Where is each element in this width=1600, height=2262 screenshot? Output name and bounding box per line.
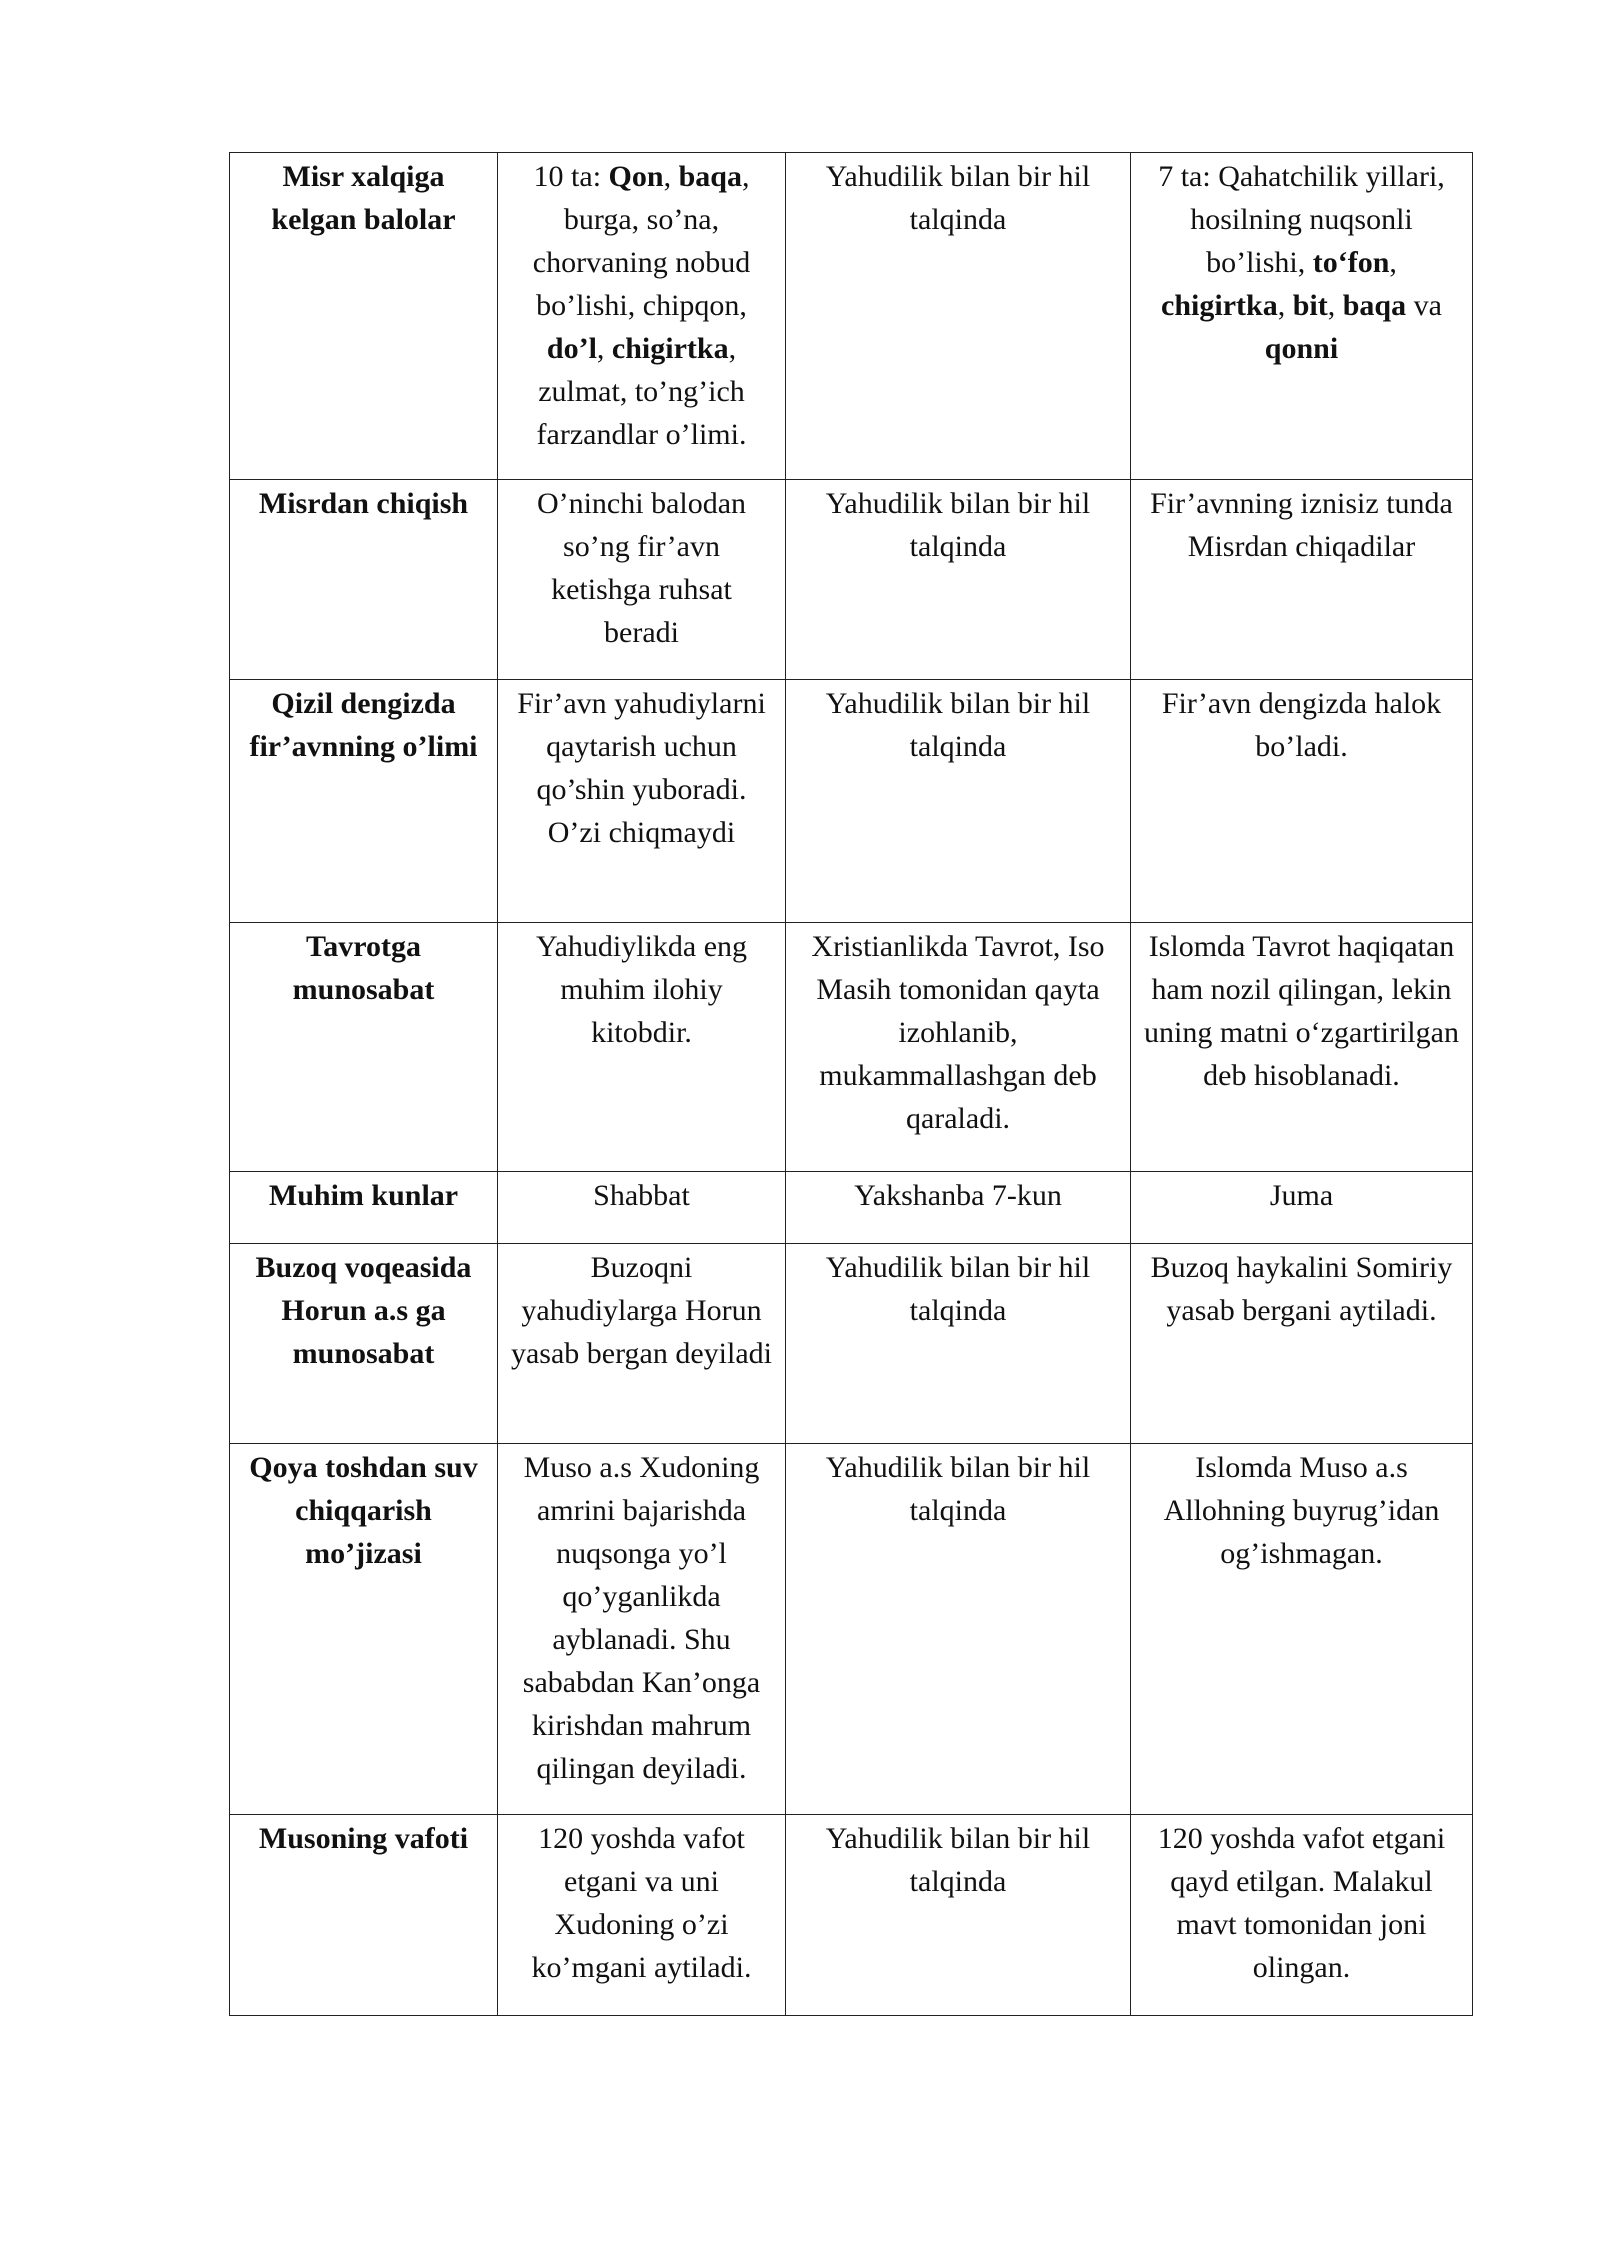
cell-text: Shabbat [593, 1179, 690, 1212]
table-row [230, 923, 1473, 1172]
cell-text: Xristianlikda Tavrot, Iso Masih tomonidan qayta izohlanib, mukammallashgan deb qaraladi. [811, 930, 1113, 1135]
judaism-cell [498, 923, 786, 1172]
christianity-cell [786, 923, 1131, 1172]
islam-cell [1131, 1815, 1473, 2016]
cell-text: 7 ta: Qahatchilik yillari, hosilning nuqsonli bo’lishi, [1158, 160, 1453, 279]
row-heading-cell [230, 1444, 498, 1815]
cell-text: do’l [546, 332, 597, 365]
cell-text: O’ninchi balodan so’ng fir’avn ketishga ruhsat beradi [536, 487, 754, 649]
row-heading-cell [230, 1244, 498, 1444]
cell-text: Fir’avnning iznisiz tunda Misrdan chiqadilar [1150, 487, 1461, 563]
table-row [230, 1172, 1473, 1244]
table-row [230, 153, 1473, 480]
christianity-cell [786, 480, 1131, 680]
cell-text: Buzoq haykalini Somiriy yasab bergani aytiladi. [1150, 1251, 1460, 1327]
cell-text: , [1389, 246, 1405, 279]
judaism-cell [498, 1244, 786, 1444]
cell-text: Yahudilik bilan bir hil talqinda [825, 160, 1098, 236]
cell-text: qonni [1264, 332, 1339, 365]
cell-text: Juma [1269, 1179, 1334, 1212]
islam-cell [1131, 153, 1473, 480]
table-row [230, 1815, 1473, 2016]
cell-text: Yahudilik bilan bir hil talqinda [825, 687, 1098, 763]
cell-text: Yahudiylikda eng muhim ilohiy kitobdir. [535, 930, 755, 1049]
christianity-cell [786, 1444, 1131, 1815]
christianity-cell [786, 680, 1131, 923]
cell-text: chigirtka [611, 332, 729, 365]
islam-cell [1131, 1172, 1473, 1244]
christianity-cell [786, 1244, 1131, 1444]
row-heading-cell [230, 1815, 498, 2016]
cell-text: Qon [608, 160, 664, 193]
table-row [230, 480, 1473, 680]
cell-text: Buzoqni yahudiylarga Horun yasab bergan deyiladi [510, 1251, 773, 1370]
islam-cell [1131, 1444, 1473, 1815]
cell-text: to‘fon [1312, 246, 1390, 279]
table-row [230, 1244, 1473, 1444]
row-heading-cell [230, 153, 498, 480]
judaism-cell [498, 680, 786, 923]
cell-text: bit [1292, 289, 1328, 322]
cell-text: baqa [1342, 289, 1407, 322]
cell-text: Muhim kunlar [268, 1179, 459, 1212]
cell-text: Buzoq voqeasida Horun a.s ga munosabat [255, 1251, 479, 1370]
cell-text: Islomda Tavrot haqiqatan ham nozil qilingan, lekin uning matni o‘zgartirilgan deb hisoblanadi. [1144, 930, 1467, 1092]
islam-cell [1131, 1244, 1473, 1444]
christianity-cell [786, 153, 1131, 480]
judaism-cell [498, 1444, 786, 1815]
row-heading-cell [230, 480, 498, 680]
table-body [230, 153, 1473, 2016]
cell-text: Islomda Muso a.s Allohning buyrug’idan og’ishmagan. [1163, 1451, 1447, 1570]
cell-text: , [1277, 289, 1293, 322]
cell-text: Muso a.s Xudoning amrini bajarishda nuqsonga yo’l qo’yganlikda ayblanadi. Shu sababdan Kan’onga kirishdan mahrum qilingan deyiladi. [522, 1451, 768, 1785]
judaism-cell [498, 1172, 786, 1244]
cell-text: Yahudilik bilan bir hil talqinda [825, 1451, 1098, 1527]
cell-text: Tavrotga munosabat [292, 930, 435, 1006]
row-heading-cell [230, 1172, 498, 1244]
cell-text: chigirtka [1161, 289, 1278, 322]
judaism-cell [498, 1815, 786, 2016]
cell-text: , burga, so’na, chorvaning nobud bo’lishi, chipqon, [532, 160, 758, 322]
cell-text: , zulmat, to’ng’ich farzandlar o’limi. [536, 332, 753, 451]
christianity-cell [786, 1815, 1131, 2016]
cell-text: , [663, 160, 679, 193]
judaism-cell [498, 480, 786, 680]
cell-text: , [596, 332, 612, 365]
cell-text: Yahudilik bilan bir hil talqinda [825, 487, 1098, 563]
cell-text: Yahudilik bilan bir hil talqinda [825, 1822, 1098, 1898]
cell-text: 10 ta: [533, 160, 609, 193]
islam-cell [1131, 480, 1473, 680]
christianity-cell [786, 1172, 1131, 1244]
cell-text: Fir’avn dengizda halok bo’ladi. [1161, 687, 1449, 763]
judaism-cell [498, 153, 786, 480]
cell-text: va [1406, 289, 1450, 322]
row-heading-cell [230, 923, 498, 1172]
cell-text: 120 yoshda vafot etgani va uni Xudoning o’zi ko’mgani aytiladi. [531, 1822, 753, 1984]
table-row [230, 680, 1473, 923]
comparison-table [229, 152, 1473, 2016]
cell-text: Musoning vafoti [258, 1822, 469, 1855]
table-row [230, 1444, 1473, 1815]
cell-text: Yahudilik bilan bir hil talqinda [825, 1251, 1098, 1327]
cell-text: Misr xalqiga kelgan balolar [271, 160, 456, 236]
cell-text: baqa [678, 160, 742, 193]
cell-text: Yakshanba 7-kun [854, 1179, 1062, 1212]
cell-text: Fir’avn yahudiylarni qaytarish uchun qo’shin yuboradi. O’zi chiqmaydi [517, 687, 774, 849]
cell-text: Qoya toshdan suv chiqqarish mo’jizasi [249, 1451, 486, 1570]
cell-text: Misrdan chiqish [258, 487, 469, 520]
islam-cell [1131, 680, 1473, 923]
row-heading-cell [230, 680, 498, 923]
cell-text: , [1327, 289, 1343, 322]
islam-cell [1131, 923, 1473, 1172]
cell-text: Qizil dengizda fir’avnning o’limi [249, 687, 478, 763]
cell-text: 120 yoshda vafot etgani qayd etilgan. Malakul mavt tomonidan joni olingan. [1157, 1822, 1453, 1984]
